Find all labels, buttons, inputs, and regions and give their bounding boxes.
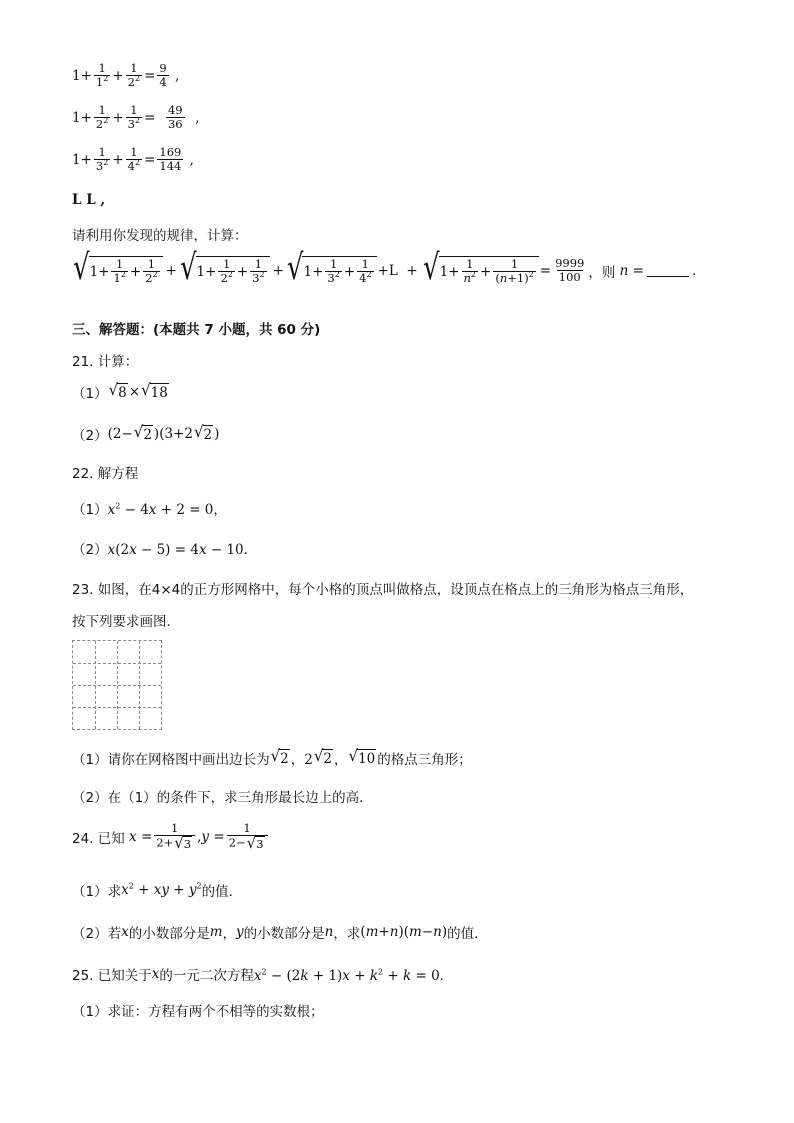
answer-blank[interactable] [647, 264, 689, 277]
q22-part1: （1） $x^2 - 4x + 2 = 0$， [72, 501, 227, 518]
q25-title: 25. 已知关于 x 的一元二次方程 $x^2 - (2k + 1)x + k^2 + k = 0$． [72, 966, 454, 984]
sum-expression: √ 1+ $\frac{1}{1^2}$ + $\frac{1}{2^2}$ + √ 1+ $\frac{1}{2^2}$ + $\frac{1}{3^2}$ + √ 1+ $\frac{1}{3^2}$ + $\frac{1}{4^2}$ +L + √ 1+ $\frac{1}{n^2}$ + $\frac{1}{(n+1)^2}$ = $\frac{9999}{100}$ ，则 n = . [73, 248, 697, 289]
q23-part1: （1）请你在网格图中画出边长为 √ 2 ，2 √ 2 ， √ 10 的格点三角形； [72, 746, 472, 768]
q24-part2: （2）若 x 的小数部分是 m ， y 的小数部分是 n ，求 (m+n)(m−n) 的值． [72, 924, 488, 942]
q21-part2: （2） (2− √ 2 )(3+2 √ 2 ) [72, 422, 220, 444]
section-3-heading: 三、解答题：(本题共 7 小题，共 60 分) [72, 322, 321, 338]
q22-title: 22. 解方程 [72, 466, 139, 482]
q24-title: 24. 已知 x = 1 2+ √ 3 , y = 1 2− √ 3 [72, 822, 270, 851]
ellipsis: L L , [72, 192, 106, 208]
q21-part1: （1） √ 8 × √ 18 [72, 380, 168, 402]
square-grid-4x4 [72, 640, 162, 730]
pattern-line-2: 1+ $\frac{1}{2^2}$ + $\frac{1}{3^2}$ = $\frac{49}{36}$ , [72, 103, 200, 132]
q23-part2: （2）在（1）的条件下，求三角形最长边上的高． [72, 790, 373, 806]
pattern-line-3: 1+ $\frac{1}{3^2}$ + $\frac{1}{4^2}$ = $\frac{169}{144}$ , [72, 145, 194, 174]
q21-title: 21. 计算： [72, 354, 139, 370]
q23-line1: 23. 如图，在4×4的正方形网格中，每个小格的顶点叫做格点，设顶点在格点上的三角形为格点三角形， [72, 582, 694, 598]
instruction-text: 请利用你发现的规律，计算： [72, 228, 248, 244]
q22-part2: （2） x(2x − 5) = 4x − 10． [72, 542, 258, 558]
q25-part1: （1）求证：方程有两个不相等的实数根； [72, 1004, 324, 1020]
q23-line2: 按下列要求画图． [72, 614, 180, 630]
pattern-line-1: 1+ $\frac{1}{1^2}$ + $\frac{1}{2^2}$ = $\frac{9}{4}$ , [72, 61, 180, 90]
q24-part1: （1）求 $x^2$ + xy + $y^2$ 的值． [72, 881, 243, 900]
